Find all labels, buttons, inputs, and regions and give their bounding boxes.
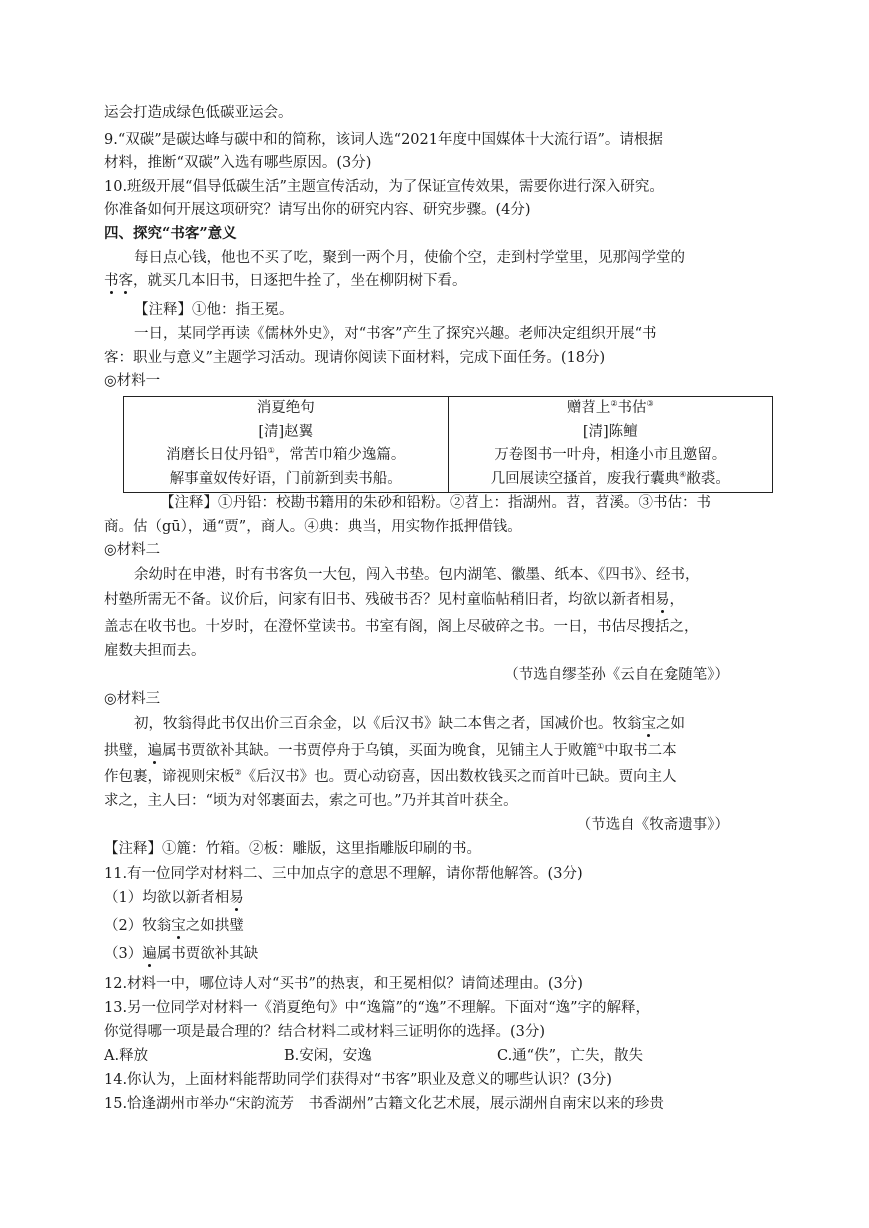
text-line: 拱璧，遍属书贾欲补其缺。一书贾停舟于乌镇，买面为晚食，见铺主人于败簏①中取书二本	[104, 742, 677, 759]
annotation: 【注释】①丹铅：校勘书籍用的朱砂和铅粉。②苕上：指湖州。苕，苕溪。③书估：书	[160, 495, 711, 511]
question-9: 9.“双碳”是碳达峰与碳中和的简称，该词人选“2021年度中国媒体十大流行语”。请根据	[104, 132, 663, 148]
text-line: 每日点心钱，他也不买了吃，聚到一两个月，使偷个空，走到村学堂里，见那闯学堂的	[134, 250, 685, 266]
poem-line: 万卷图书一叶舟，相逢小市且邀留。	[494, 447, 727, 463]
source-citation: （节选自缪荃孙《云自在龛随笔》）	[504, 667, 729, 683]
poems-table	[123, 396, 773, 493]
poem-title: 赠苕上②书估③	[566, 399, 654, 416]
question-10: 10.班级开展“倡导低碳生活”主题宣传活动，为了保证宣传效果，需要你进行深入研究。	[104, 179, 664, 195]
material-label: ◎材料三	[104, 691, 161, 707]
emphasis-char: 遍	[147, 743, 162, 759]
text-line: 雇数夫担而去。	[104, 643, 206, 659]
emphasis-char: 客	[118, 273, 133, 289]
poem-line: 解事童奴传好语，门前新到卖书船。	[169, 470, 402, 487]
emphasis-char: 易	[229, 890, 244, 906]
material-label: ◎材料一	[104, 373, 161, 389]
emphasis-char: 易	[655, 592, 670, 608]
text-line: 商。估（gū），通“贾”，商人。④典：典当，用实物作抵押借钱。	[104, 519, 522, 535]
text-line: 求之，主人曰：“顷为对邻裹面去，索之可也。”乃并其首叶获全。	[104, 793, 518, 809]
emphasis-char: 宝	[641, 716, 656, 732]
text-line: 书客，就买几本旧书，日逐把牛拴了，坐在柳阴树下看。	[104, 273, 467, 289]
text-line: 运会打造成绿色低碳亚运会。	[104, 105, 293, 121]
source-citation: （节选自《牧斋遗事》）	[576, 817, 729, 833]
question-13: 13.另一位同学对材料一《消夏绝句》中“逸篇”的“逸”不理解。下面对“逸”字的解释，	[104, 1000, 651, 1016]
sub-question: （2）牧翁宝之如拱璧	[104, 918, 244, 934]
option-a: A.释放	[104, 1048, 149, 1064]
text-line: 盖志在收书也。十岁时，在澄怀堂读书。书室有阁，阁上尽破碎之书。一日，书估尽搜括之，	[104, 619, 699, 635]
option-b: B.安闲，安逸	[284, 1048, 372, 1064]
text-line: 客：职业与意义”主题学习活动。现请你阅读下面材料，完成下面任务。(18分)	[104, 350, 606, 366]
emphasis-char: 宝	[171, 918, 186, 934]
emphasis-char: 书	[104, 273, 119, 289]
poem-line: 消磨长日仗丹铅①，常苦巾箱少逸篇。	[166, 446, 406, 463]
text-line: 材料，推断“双碳”入选有哪些原因。(3分)	[104, 155, 372, 171]
poem-author: [清]赵翼	[258, 423, 314, 440]
sub-question: （3）遍属书贾欲补其缺	[104, 946, 259, 962]
poem-title: 消夏绝句	[256, 400, 315, 416]
text-line: 余幼时在申港，时有书客负一大包，闯入书垫。包内湖笔、徽墨、纸本、《四书》、经书，	[134, 567, 700, 583]
poem-left	[124, 397, 449, 493]
text-line: 作包裹，谛视则宋板②《后汉书》也。贾心动窃喜，因出数枚钱买之而首叶已缺。贾向主人	[104, 768, 677, 785]
section-heading: 四、探究“书客”意义	[104, 225, 237, 242]
question-14: 14.你认为，上面材料能帮助同学们获得对“书客”职业及意义的哪些认识？(3分)	[104, 1072, 612, 1088]
sub-question: （1）均欲以新者相易	[104, 890, 244, 906]
poem-line: 几回展读空搔首，废我行囊典④敝裘。	[490, 469, 730, 487]
question-12: 12.材料一中，哪位诗人对“买书”的热衷，和王冕相似？请简述理由。(3分)	[104, 976, 583, 992]
question-15: 15.恰逢湖州市举办“宋韵流芳 书香湖州”古籍文化艺术展，展示湖州自南宋以来的珍贵	[104, 1096, 664, 1112]
material-label: ◎材料二	[104, 542, 161, 558]
question-11: 11.有一位同学对材料二、三中加点字的意思不理解，请你帮他解答。(3分)	[104, 866, 583, 882]
option-c: C.通“佚”，亡失，散失	[497, 1048, 644, 1064]
poem-right	[448, 397, 773, 493]
text-line: 你觉得哪一项是最合理的？结合材料二或材料三证明你的选择。(3分)	[104, 1024, 546, 1040]
text-line: 初，牧翁得此书仅出价三百余金，以《后汉书》缺二本售之者，国减价也。牧翁宝之如	[134, 716, 685, 732]
annotation: 【注释】①簏：竹箱。②板：雕版，这里指雕版印刷的书。	[104, 841, 481, 857]
emphasis-char: 遍	[142, 946, 157, 962]
poem-author: [清]陈鳣	[582, 423, 638, 440]
annotation: 【注释】①他：指王冕。	[134, 302, 294, 318]
text-line: 一日，某同学再读《儒林外史》，对“书客”产生了探究兴趣。老师决定组织开展“书	[134, 326, 657, 342]
text-line: 村塾所需无不备。议价后，问家有旧书、残破书否？见村童临帖稍旧者，均欲以新者相易，	[104, 592, 684, 608]
text-line: 你准备如何开展这项研究？请写出你的研究内容、研究步骤。(4分)	[104, 202, 531, 218]
